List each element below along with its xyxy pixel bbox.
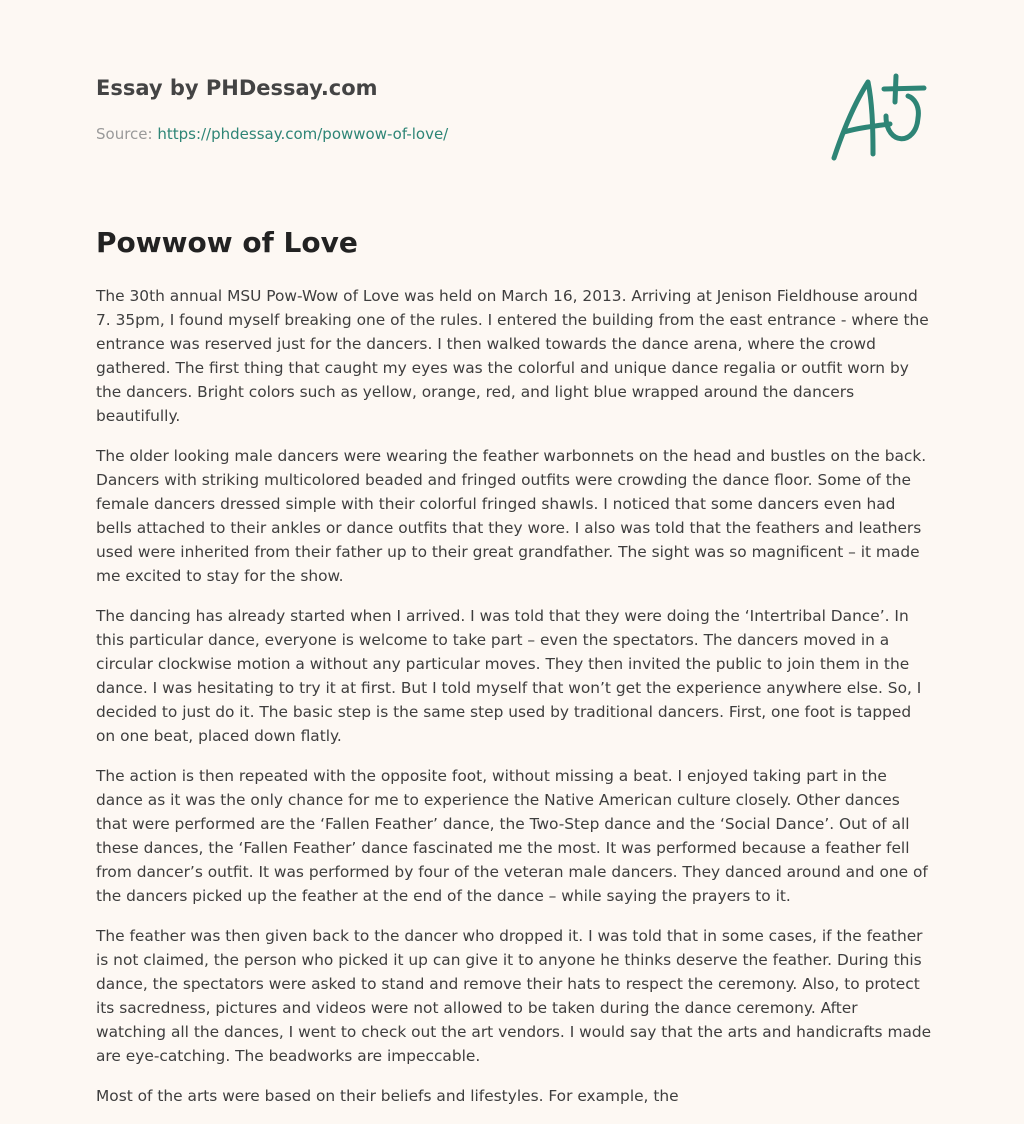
source-link[interactable]: https://phdessay.com/powwow-of-love/ — [157, 125, 449, 143]
a-plus-grade-icon — [828, 72, 928, 164]
source-line — [96, 125, 448, 143]
essay-paragraph: The dancing has already started when I arrived. I was told that they were doing the ‘Intertribal Dance’. In this particular dance, everyone is welcome to take part – even the spectators. The dancers moved in a circular clockwise motion a without any particular moves. They then invited the public to join them in the dance. I was hesitating to try it at first. But I told myself that won’t get the experience anywhere else. So, I decided to just do it. The basic step is the same step used by traditional dancers. First, one foot is tapped on one beat, placed down flatly. — [96, 607, 922, 745]
essay-body — [96, 284, 932, 1124]
essay-paragraph: Most of the arts were based on their beliefs and lifestyles. For example, the — [96, 1087, 679, 1105]
essay-paragraph: The feather was then given back to the dancer who dropped it. I was told that in some cases, if the feather is not claimed, the person who picked it up can give it to anyone he thinks deserve the feather. During this dance, the spectators were asked to stand and remove their hats to respect the ceremony. Also, to protect its sacredness, pictures and videos were not allowed to be taken during the dance ceremony. After watching all the dances, I went to check out the art vendors. I would say that the arts and handicrafts made are eye-catching. The beadworks are impeccable. — [96, 927, 932, 1065]
essay-paragraph: The older looking male dancers were wearing the feather warbonnets on the head and bustles on the back. Dancers with striking multicolored beaded and fringed outfits were crowding the dance floor. Some of the female dancers dressed simple with their colorful fringed shawls. I noticed that some dancers even had bells attached to their ankles or dance outfits that they wore. I also was told that the feathers and leathers used were inherited from their father up to their great grandfather. The sight was so magnificent – it made me excited to stay for the show. — [96, 447, 927, 585]
essay-paragraph: The 30th annual MSU Pow-Wow of Love was held on March 16, 2013. Arriving at Jenison Fieldhouse around 7. 35pm, I found myself breaking one of the rules. I entered the building from the east entrance - where the entrance was reserved just for the dancers. I then walked towards the dance arena, where the crowd gathered. The first thing that caught my eyes was the colorful and unique dance regalia or outfit worn by the dancers. Bright colors such as yellow, orange, red, and light blue wrapped around the dancers beautifully. — [96, 287, 929, 425]
source-label: Source: — [96, 125, 158, 143]
essay-title: Powwow of Love — [96, 226, 358, 259]
essay-header — [96, 72, 928, 172]
essay-paragraph: The action is then repeated with the opposite foot, without missing a beat. I enjoyed taking part in the dance as it was the only chance for me to experience the Native American culture closely. Other dances that were performed are the ‘Fallen Feather’ dance, the Two-Step dance and the ‘Social Dance’. Out of all these dances, the ‘Fallen Feather’ dance fascinated me the most. It was performed because a feather fell from dancer’s outfit. It was performed by four of the veteran male dancers. They danced around and one of the dancers picked up the feather at the end of the dance – while saying the prayers to it. — [96, 767, 928, 905]
brand-title: Essay by PHDessay.com — [96, 76, 378, 100]
